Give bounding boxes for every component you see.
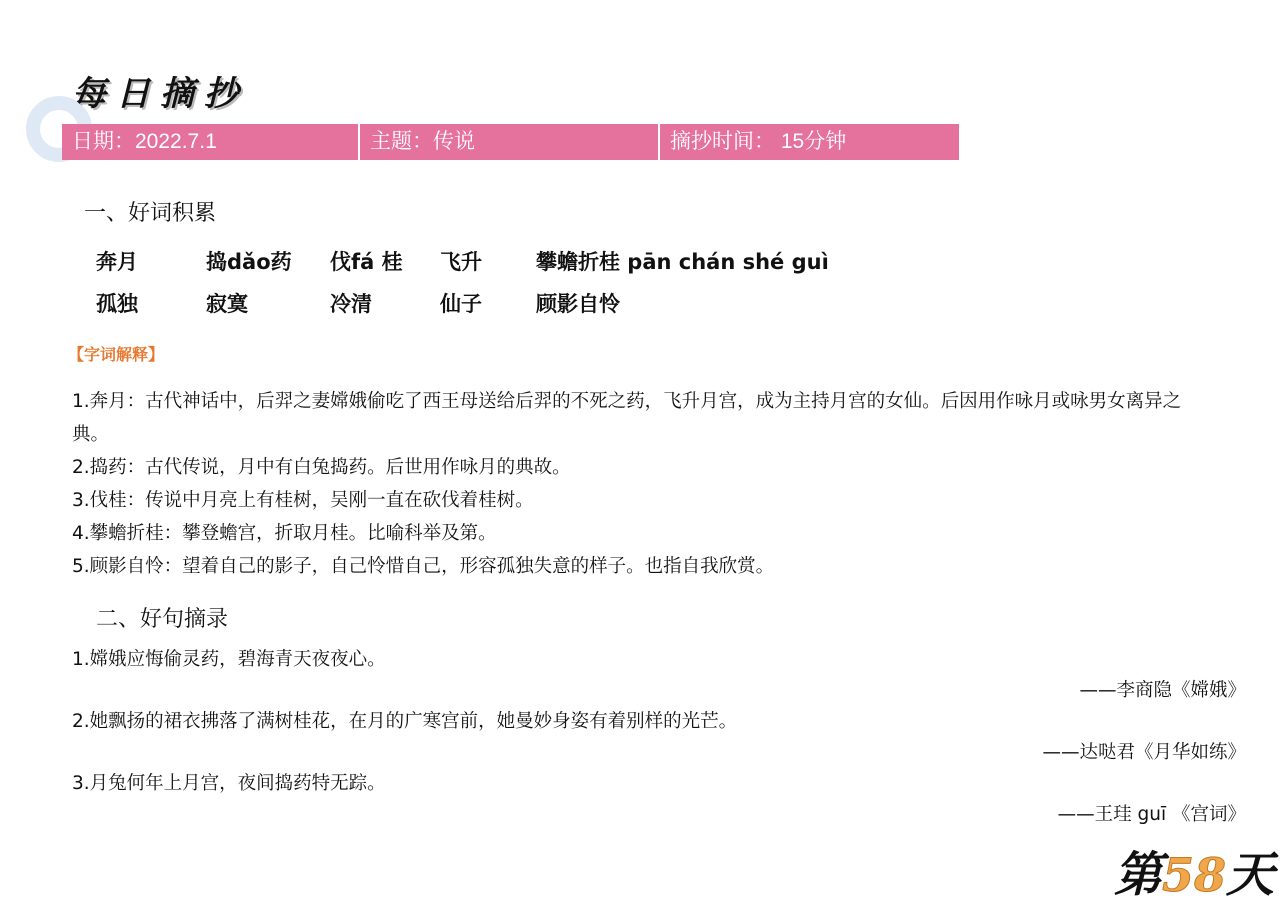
day-prefix: 第 xyxy=(1114,847,1163,903)
vocab-word: 伐fá 桂 xyxy=(330,250,403,274)
section-heading-sentences: 二、好句摘录 xyxy=(96,607,229,632)
vocab-word: 奔月 xyxy=(96,250,138,274)
vocab-word: 攀蟾折桂 pān chán shé guì xyxy=(536,250,829,274)
definition-item: 1.奔月：古代神话中，后羿之妻嫦娥偷吃了西王母送给后羿的不死之药，飞升月宫，成为主持月宫的女仙。后因用作咏月或咏男女离异之典。 xyxy=(72,391,1182,445)
date-cell: 日期：2022.7.1 xyxy=(62,124,360,160)
explanation-tag: 【字词解释】 xyxy=(68,345,165,364)
vocab-word: 飞升 xyxy=(440,250,482,274)
quote-source: ——李商隐《嫦娥》 xyxy=(1079,680,1246,701)
vocab-word: 寂寞 xyxy=(206,292,248,316)
day-suffix: 天 xyxy=(1226,847,1275,903)
quote-text: 3.月兔何年上月宫，夜间捣药特无踪。 xyxy=(72,773,386,794)
info-bar xyxy=(62,124,959,160)
page-title: 每日摘抄 xyxy=(72,74,248,114)
vocab-word: 捣dǎo药 xyxy=(206,250,292,274)
vocab-word: 顾影自怜 xyxy=(536,292,620,316)
quote-source: ——达哒君《月华如练》 xyxy=(1042,742,1246,763)
definition-item: 5.顾影自怜：望着自己的影子，自己怜惜自己，形容孤独失意的样子。也指自我欣赏。 xyxy=(72,556,775,577)
definition-item: 2.捣药：古代传说，月中有白兔捣药。后世用作咏月的典故。 xyxy=(72,457,571,478)
definitions-list xyxy=(72,385,1212,583)
quote-text: 2.她飘扬的裙衣拂落了满树桂花，在月的广寒宫前，她曼妙身姿有着别样的光芒。 xyxy=(72,711,738,732)
vocab-word: 仙子 xyxy=(440,292,482,316)
quote-text: 1.嫦娥应悔偷灵药，碧海青天夜夜心。 xyxy=(72,649,386,670)
section-heading-words: 一、好词积累 xyxy=(84,201,217,226)
day-counter xyxy=(1114,836,1274,905)
definition-item: 3.伐桂：传说中月亮上有桂树，吴刚一直在砍伐着桂树。 xyxy=(72,490,534,511)
vocab-word: 孤独 xyxy=(96,292,138,316)
vocab-word: 冷清 xyxy=(330,292,372,316)
topic-cell: 主题：传说 xyxy=(360,124,660,160)
day-number: 58 xyxy=(1162,848,1227,902)
definition-item: 4.攀蟾折桂：攀登蟾宫，折取月桂。比喻科举及第。 xyxy=(72,523,497,544)
quotes-list xyxy=(72,644,1246,830)
quote-source: ——王珪 guī 《宫词》 xyxy=(1057,804,1246,825)
duration-cell: 摘抄时间： 15分钟 xyxy=(670,130,847,153)
